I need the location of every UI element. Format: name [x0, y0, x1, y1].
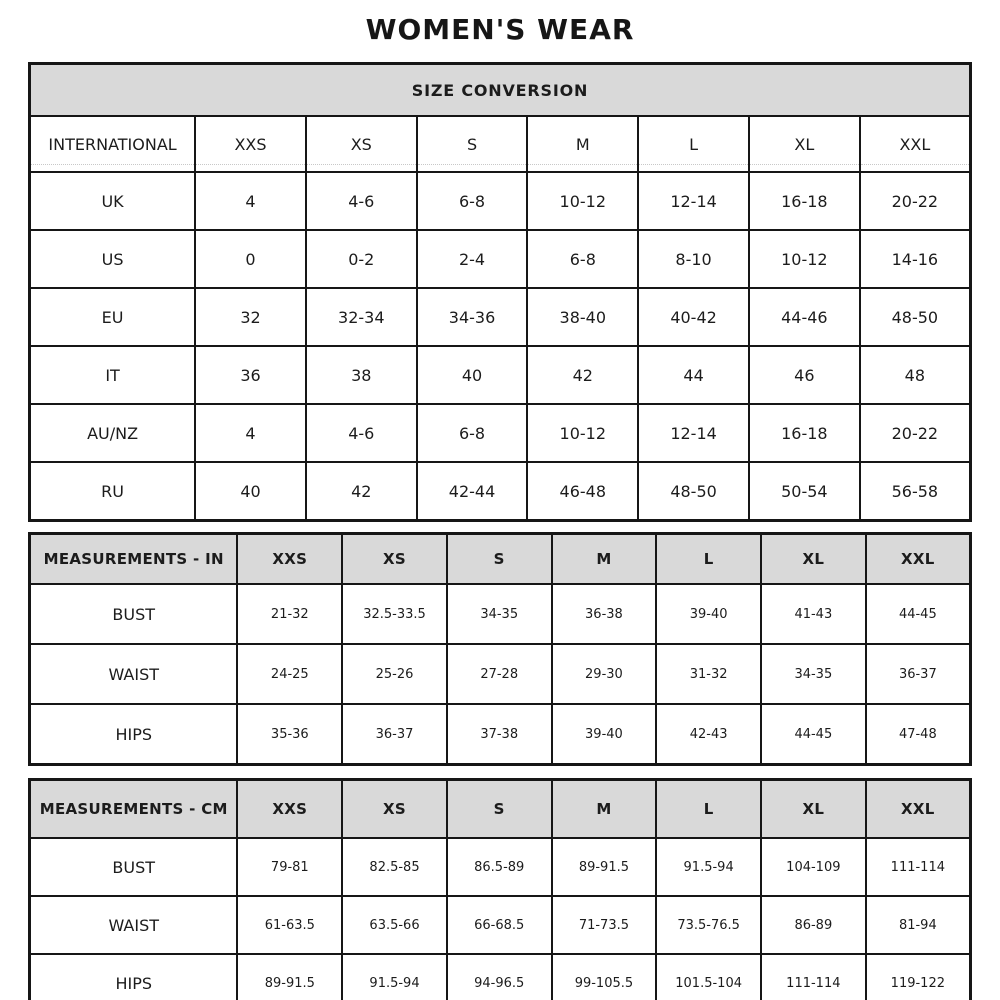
table-cell: 81-94	[866, 896, 971, 954]
table-row	[30, 584, 971, 644]
table-cell: 35-36	[237, 704, 342, 765]
row-label: US	[30, 230, 196, 288]
col-header-xxs: XXS	[237, 780, 342, 839]
row-label: HIPS	[30, 704, 238, 765]
table-cell: 40-42	[638, 288, 749, 346]
measurements-cm-table	[28, 778, 972, 1000]
size-conversion-table	[28, 62, 972, 522]
table-cell: 40	[195, 462, 306, 521]
table-row	[30, 346, 971, 404]
table-cell: 79-81	[237, 838, 342, 896]
table-cell: 16-18	[749, 172, 860, 230]
size-conversion-banner-row	[30, 64, 971, 117]
row-label: IT	[30, 346, 196, 404]
table-cell: 37-38	[447, 704, 552, 765]
table-cell: 40	[417, 346, 528, 404]
table-cell: 34-35	[447, 584, 552, 644]
table-cell: 34-36	[417, 288, 528, 346]
table-cell: 63.5-66	[342, 896, 447, 954]
table-cell: 42-43	[656, 704, 761, 765]
table-cell: 89-91.5	[237, 954, 342, 1000]
row-label: AU/NZ	[30, 404, 196, 462]
size-conversion-banner: SIZE CONVERSION	[30, 64, 971, 117]
row-label: UK	[30, 172, 196, 230]
table-cell: 44	[638, 346, 749, 404]
table-cell: 39-40	[656, 584, 761, 644]
col-header-xxs: XXS	[195, 116, 306, 172]
table-cell: 4	[195, 404, 306, 462]
col-header-xs: XS	[342, 780, 447, 839]
table-cell: 36-38	[552, 584, 657, 644]
table-cell: 36	[195, 346, 306, 404]
table-cell: 20-22	[860, 172, 971, 230]
table-cell: 36-37	[342, 704, 447, 765]
table-cell: 29-30	[552, 644, 657, 704]
table-cell: 42	[306, 462, 417, 521]
table-cell: 36-37	[866, 644, 971, 704]
table-cell: 32.5-33.5	[342, 584, 447, 644]
measurements-in-header-row	[30, 534, 971, 585]
table-cell: 89-91.5	[552, 838, 657, 896]
table-cell: 6-8	[417, 404, 528, 462]
table-row	[30, 838, 971, 896]
table-cell: 14-16	[860, 230, 971, 288]
col-header-xl: XL	[761, 534, 866, 585]
col-header-xxl: XXL	[866, 534, 971, 585]
col-header-s: S	[447, 780, 552, 839]
table-cell: 10-12	[749, 230, 860, 288]
table-cell: 10-12	[527, 172, 638, 230]
col-header-xxs: XXS	[237, 534, 342, 585]
table-row	[30, 230, 971, 288]
measurements-cm-title: MEASUREMENTS - CM	[30, 780, 238, 839]
table-cell: 42	[527, 346, 638, 404]
table-cell: 111-114	[761, 954, 866, 1000]
table-cell: 44-45	[761, 704, 866, 765]
table-cell: 4	[195, 172, 306, 230]
table-cell: 104-109	[761, 838, 866, 896]
size-conversion-body	[30, 172, 971, 521]
col-header-xl: XL	[761, 780, 866, 839]
table-cell: 48	[860, 346, 971, 404]
table-cell: 73.5-76.5	[656, 896, 761, 954]
table-cell: 99-105.5	[552, 954, 657, 1000]
table-cell: 66-68.5	[447, 896, 552, 954]
table-row	[30, 954, 971, 1000]
table-cell: 119-122	[866, 954, 971, 1000]
page-title: WOMEN'S WEAR	[365, 13, 635, 46]
table-cell: 0	[195, 230, 306, 288]
table-cell: 71-73.5	[552, 896, 657, 954]
table-cell: 10-12	[527, 404, 638, 462]
measurements-in-table	[28, 532, 972, 766]
col-header-xxl: XXL	[860, 116, 971, 172]
table-row	[30, 704, 971, 765]
col-header-l: L	[656, 780, 761, 839]
table-cell: 8-10	[638, 230, 749, 288]
table-cell: 82.5-85	[342, 838, 447, 896]
table-cell: 48-50	[638, 462, 749, 521]
col-header-xs: XS	[342, 534, 447, 585]
table-cell: 61-63.5	[237, 896, 342, 954]
table-cell: 91.5-94	[342, 954, 447, 1000]
table-row	[30, 462, 971, 521]
table-cell: 38	[306, 346, 417, 404]
col-header-l: L	[638, 116, 749, 172]
table-cell: 101.5-104	[656, 954, 761, 1000]
table-row	[30, 288, 971, 346]
table-cell: 21-32	[237, 584, 342, 644]
col-header-m: M	[552, 780, 657, 839]
table-cell: 25-26	[342, 644, 447, 704]
table-cell: 39-40	[552, 704, 657, 765]
measurements-in-body	[30, 584, 971, 765]
table-cell: 111-114	[866, 838, 971, 896]
table-cell: 56-58	[860, 462, 971, 521]
table-row	[30, 404, 971, 462]
table-row	[30, 644, 971, 704]
table-cell: 86.5-89	[447, 838, 552, 896]
table-cell: 12-14	[638, 404, 749, 462]
table-cell: 47-48	[866, 704, 971, 765]
col-header-s: S	[447, 534, 552, 585]
table-cell: 24-25	[237, 644, 342, 704]
table-cell: 4-6	[306, 172, 417, 230]
table-cell: 50-54	[749, 462, 860, 521]
table-cell: 48-50	[860, 288, 971, 346]
table-cell: 32-34	[306, 288, 417, 346]
table-cell: 6-8	[417, 172, 528, 230]
table-cell: 34-35	[761, 644, 866, 704]
col-header-international: INTERNATIONAL	[30, 116, 196, 172]
col-header-xl: XL	[749, 116, 860, 172]
measurements-cm-header-row	[30, 780, 971, 839]
table-cell: 44-45	[866, 584, 971, 644]
table-cell: 46-48	[527, 462, 638, 521]
measurements-cm-body	[30, 838, 971, 1000]
table-cell: 12-14	[638, 172, 749, 230]
col-header-l: L	[656, 534, 761, 585]
table-cell: 27-28	[447, 644, 552, 704]
table-cell: 0-2	[306, 230, 417, 288]
table-cell: 31-32	[656, 644, 761, 704]
row-label: WAIST	[30, 896, 238, 954]
table-cell: 91.5-94	[656, 838, 761, 896]
table-cell: 44-46	[749, 288, 860, 346]
col-header-xs: XS	[306, 116, 417, 172]
row-label: HIPS	[30, 954, 238, 1000]
table-cell: 2-4	[417, 230, 528, 288]
measurements-in-title: MEASUREMENTS - IN	[30, 534, 238, 585]
table-cell: 4-6	[306, 404, 417, 462]
col-header-m: M	[552, 534, 657, 585]
row-label: BUST	[30, 838, 238, 896]
table-cell: 20-22	[860, 404, 971, 462]
table-row	[30, 896, 971, 954]
table-cell: 94-96.5	[447, 954, 552, 1000]
row-label: RU	[30, 462, 196, 521]
table-cell: 32	[195, 288, 306, 346]
table-row	[30, 172, 971, 230]
table-cell: 86-89	[761, 896, 866, 954]
table-cell: 46	[749, 346, 860, 404]
size-conversion-column-header-row	[30, 116, 971, 172]
col-header-s: S	[417, 116, 528, 172]
col-header-m: M	[527, 116, 638, 172]
row-label: BUST	[30, 584, 238, 644]
table-cell: 42-44	[417, 462, 528, 521]
table-cell: 6-8	[527, 230, 638, 288]
table-cell: 16-18	[749, 404, 860, 462]
row-label: EU	[30, 288, 196, 346]
col-header-xxl: XXL	[866, 780, 971, 839]
table-cell: 38-40	[527, 288, 638, 346]
row-label: WAIST	[30, 644, 238, 704]
table-cell: 41-43	[761, 584, 866, 644]
